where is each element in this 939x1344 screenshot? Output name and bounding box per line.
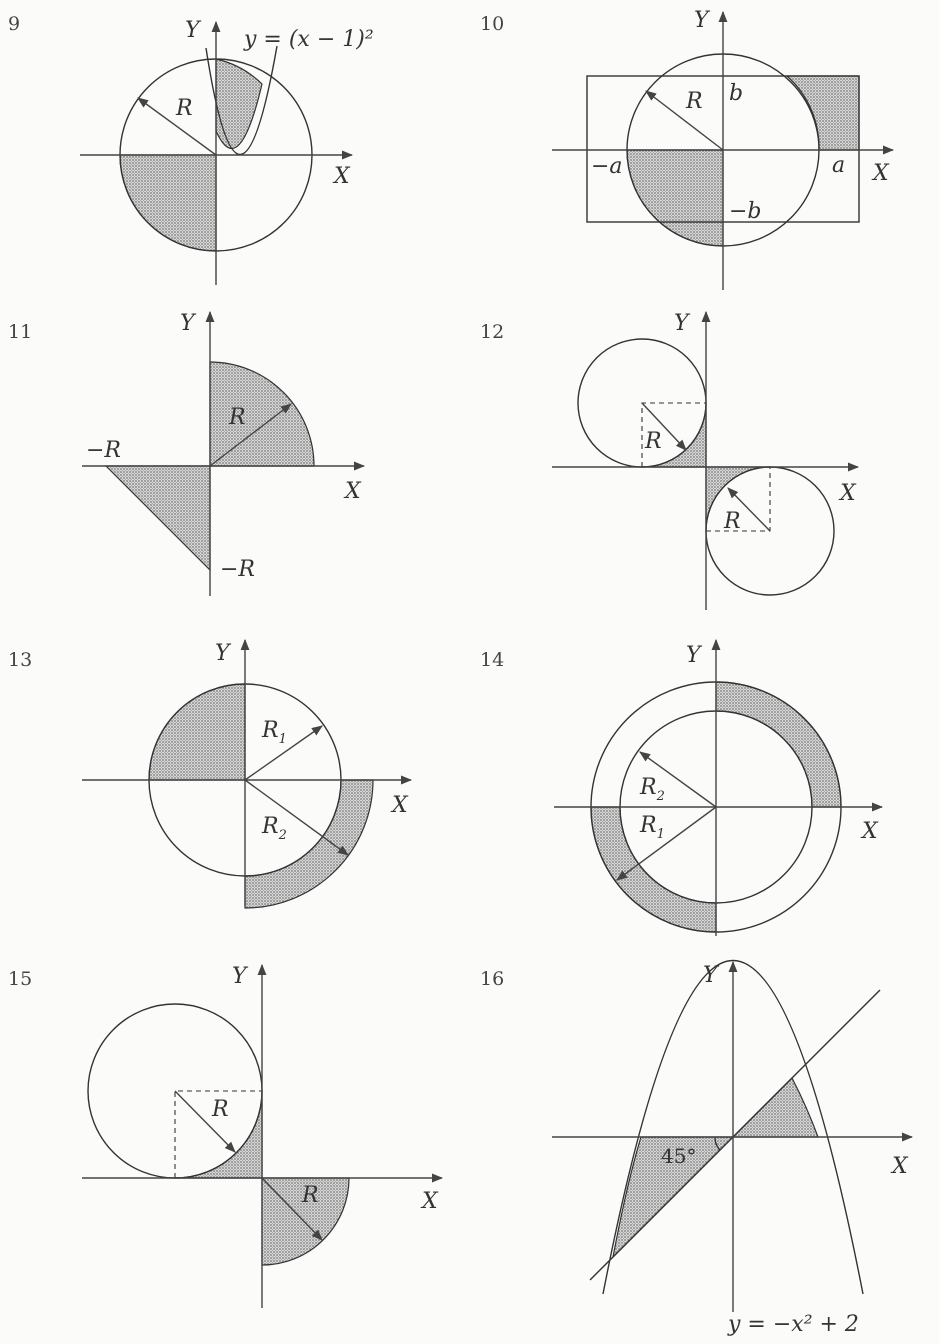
line-45-degree [590,990,880,1280]
figure-number: 16 [480,968,505,990]
shaded-circle-quarter [627,150,723,246]
radius-label: R [176,96,193,121]
r2-label: $R_2$ [640,775,665,804]
radius-arrow-r1 [617,807,716,880]
radius-arrow [646,91,723,150]
figure-16 [480,961,912,1338]
shaded-quarter-circle [210,362,314,466]
shaded-quarter-circle [149,684,245,780]
a-label: a [832,153,846,178]
figure-14 [480,640,882,936]
x-axis-label: X [345,479,361,504]
figure-number: 12 [480,321,505,343]
figure-number: 14 [480,649,505,671]
curve-label: y = −x² + 2 [728,1312,859,1337]
figure-9 [8,13,374,285]
shaded-triangle [106,466,210,570]
y-axis-label: Y [686,643,701,668]
x-axis-label: X [873,161,889,186]
shaded-region-right [733,1078,818,1137]
y-axis-label: Y [703,963,718,988]
x-axis-label: X [862,819,878,844]
radius-label-upper: R [212,1097,229,1122]
neg-r-y-label: −R [220,557,255,582]
x-axis-label: X [392,793,408,818]
r2-label: $R_2$ [262,814,287,843]
radius-label-lower: R [724,509,741,534]
y-axis-label: Y [185,18,200,43]
figure-12 [480,311,858,610]
figure-10 [480,8,893,290]
r1-label: $R_1$ [640,813,665,842]
x-axis-label: X [840,481,856,506]
figure-number: 11 [8,321,33,343]
r1-label: $R_1$ [262,718,287,747]
neg-a-label: −a [591,154,623,179]
y-axis-label: Y [232,964,247,989]
b-label: b [729,81,744,106]
figure-number: 15 [8,968,33,990]
y-axis-label: Y [215,641,230,666]
figure-number: 10 [480,13,505,35]
radius-arrow-r2 [245,780,348,855]
shaded-rect-corner [787,76,859,150]
neg-b-label: −b [729,199,762,224]
shaded-sector [120,155,216,251]
radius-label-lower: R [302,1183,319,1208]
x-axis-label: X [892,1154,908,1179]
y-axis-label: Y [180,311,195,336]
radius-label: R [686,89,703,114]
x-axis-label: X [334,164,350,189]
figure-13 [8,640,411,908]
figure-number: 13 [8,649,33,671]
shaded-ring-upper [716,682,841,807]
figure-number: 9 [8,13,21,35]
angle-label: 45° [661,1144,697,1168]
figure-15 [8,964,442,1308]
radius-label: R [229,405,246,430]
neg-r-x-label: −R [86,438,121,463]
shaded-annular-sector [245,780,373,908]
figure-11 [8,311,364,596]
radius-label-upper: R [645,429,662,454]
x-axis-label: X [422,1189,438,1214]
curve-label: y = (x − 1)² [244,27,374,52]
y-axis-label: Y [694,8,709,33]
y-axis-label: Y [674,311,689,336]
